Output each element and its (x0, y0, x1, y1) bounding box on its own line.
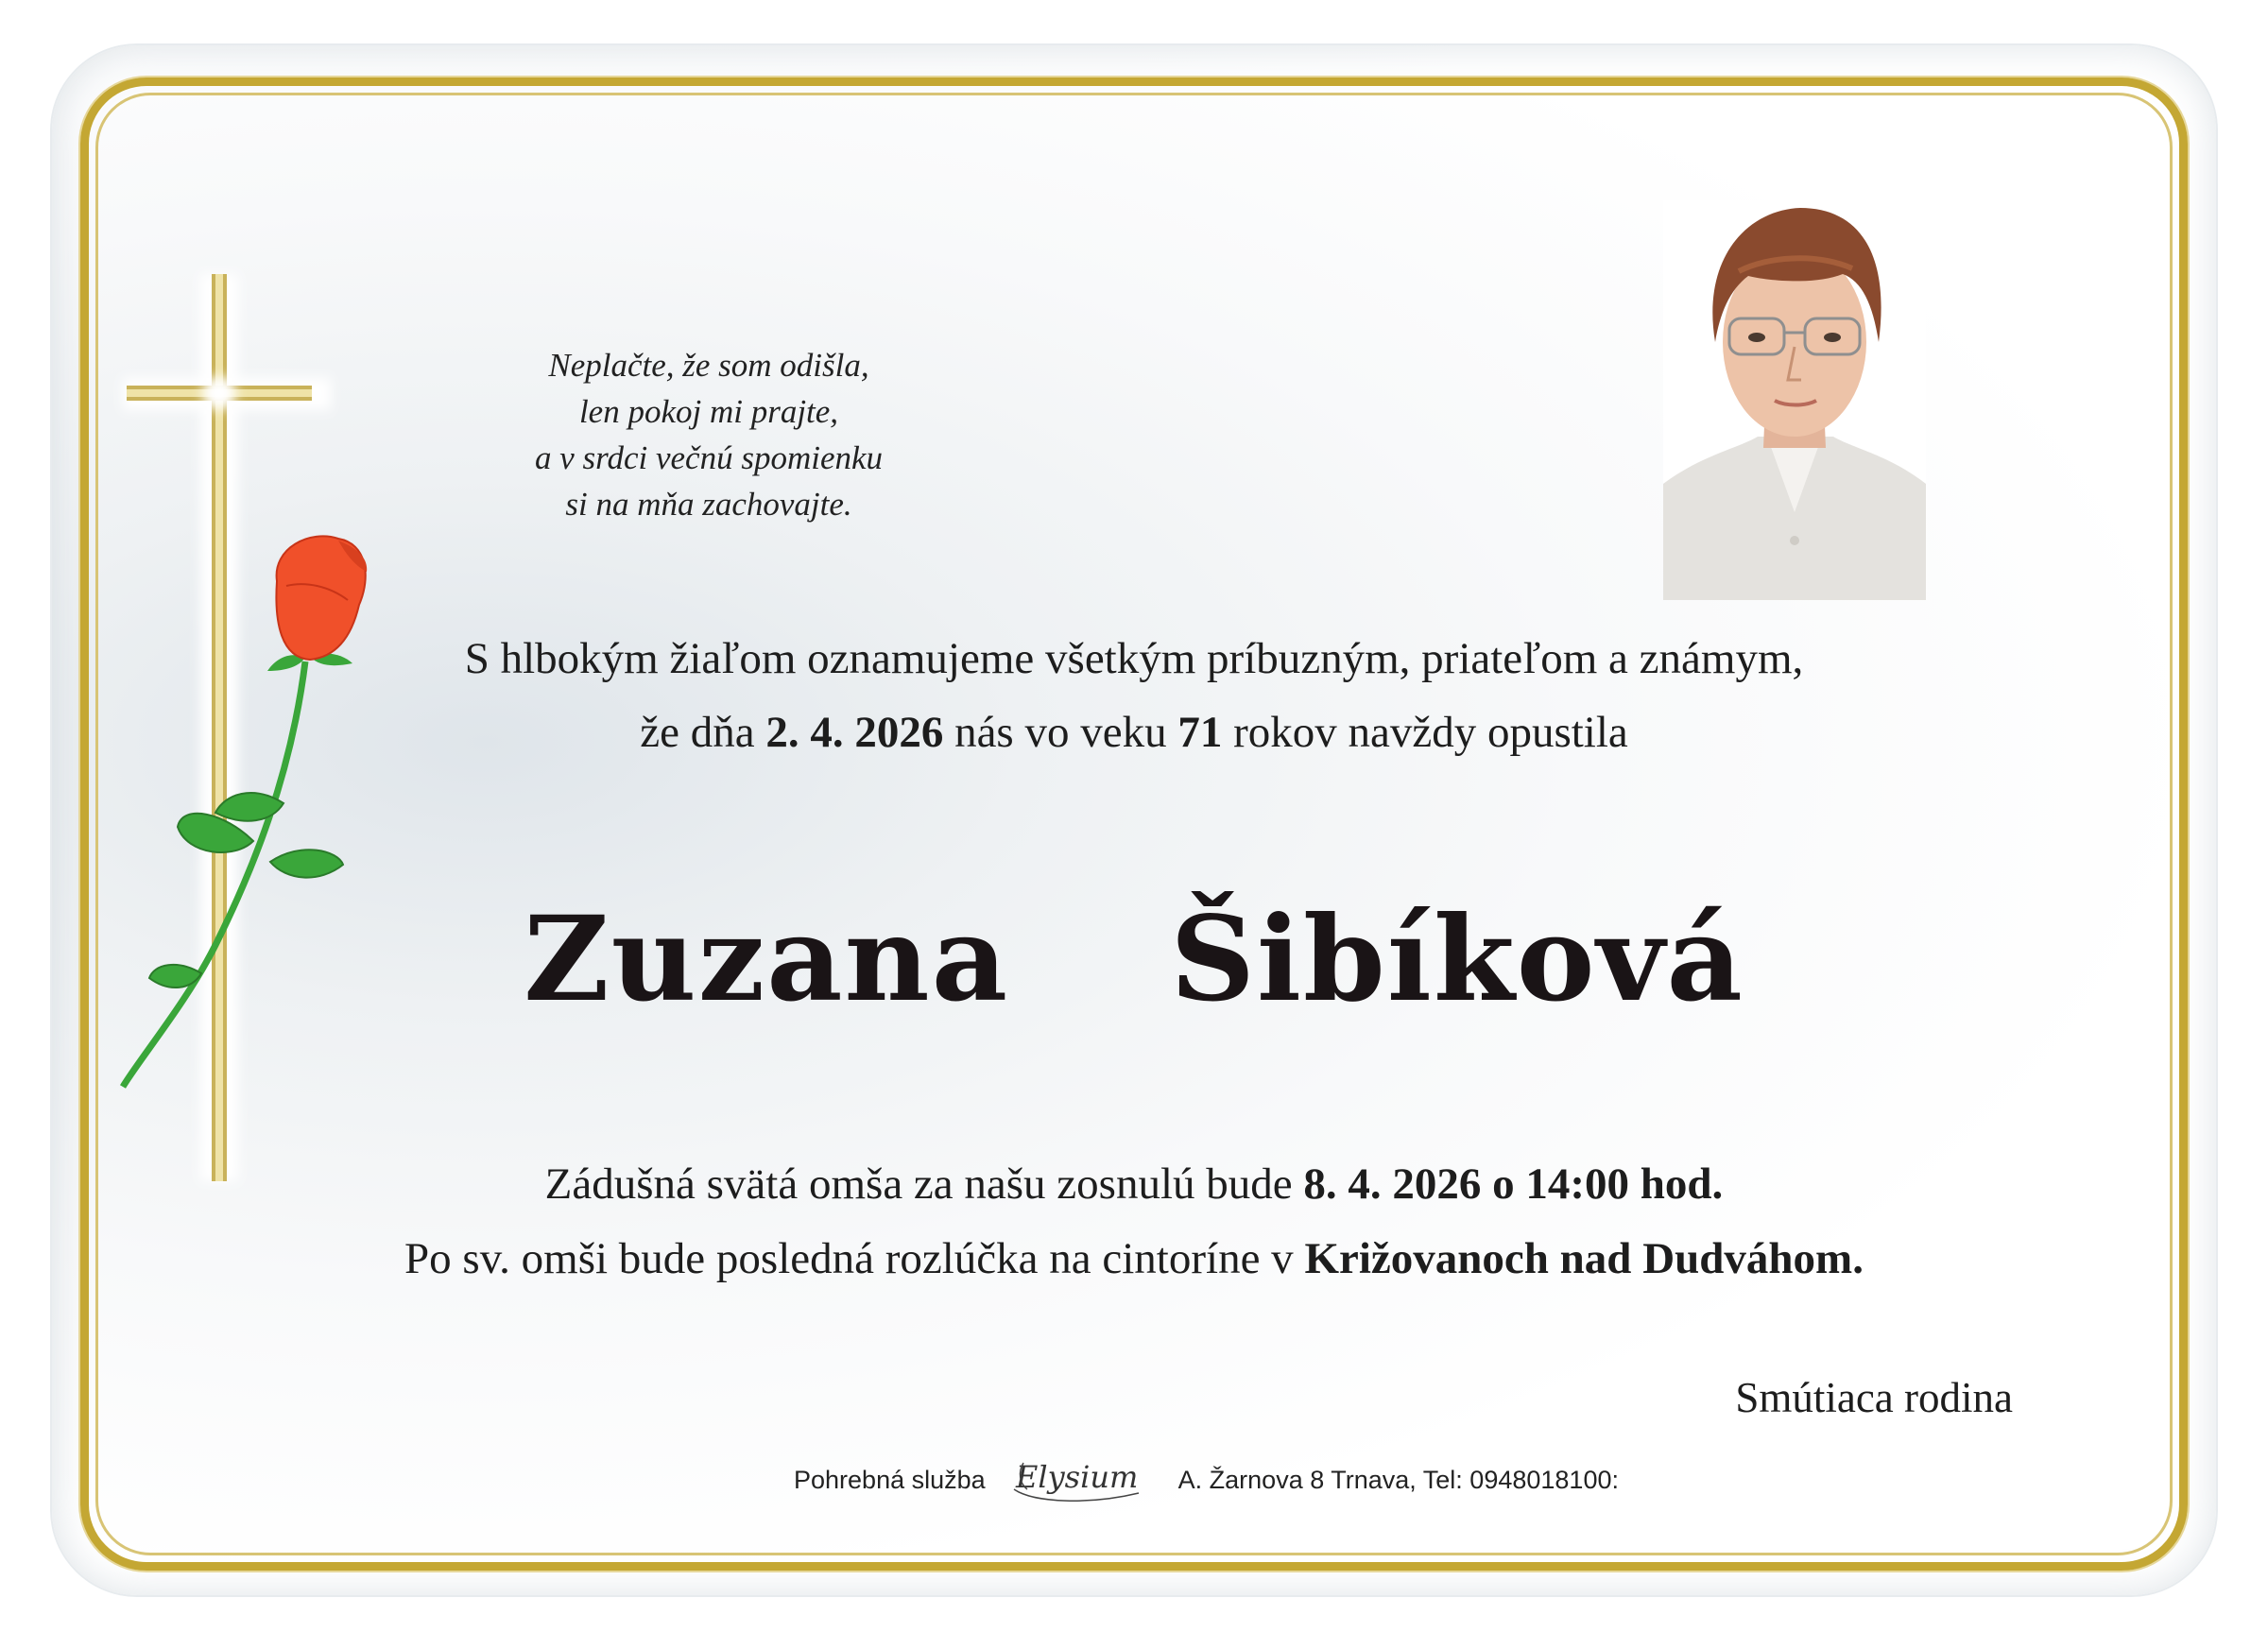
mass-datetime: 8. 4. 2026 o 14:00 hod. (1303, 1159, 1724, 1209)
family-signature: Smútiaca rodina (1735, 1374, 2013, 1421)
verse-line: len pokoj mi prajte, (578, 393, 839, 430)
age: 71 (1177, 708, 1223, 757)
farewell-info (284, 1233, 1984, 1284)
announcement-line: S hlbokým žiaľom oznamujeme všetkým príbuzným, priateľom a známym, (464, 634, 1804, 683)
service-label: Pohrebná služba (794, 1465, 986, 1494)
elysium-logo (1006, 1451, 1158, 1508)
date-of-death: 2. 4. 2026 (765, 708, 944, 757)
mass-info (284, 1159, 1984, 1210)
announcement-line-date (284, 707, 1984, 758)
deceased-name: Zuzana Šibíková (524, 891, 1744, 1028)
funeral-service-footer (794, 1451, 1619, 1508)
service-address: A. Žarnova 8 Trnava, Tel: 0948018100: (1177, 1465, 1619, 1494)
logo-text: Elysium (1015, 1459, 1138, 1495)
verse-line: Neplačte, že som odišla, (548, 347, 869, 384)
text-fragment: Zádušná svätá omša za našu zosnulú bude (544, 1159, 1304, 1209)
memorial-verse (463, 342, 954, 527)
portrait-photo (1663, 200, 1926, 600)
farewell-place: Križovanoch nad Dudváhom. (1304, 1234, 1864, 1283)
text-fragment: nás vo veku (943, 708, 1178, 757)
verse-line: si na mňa zachovajte. (565, 486, 852, 523)
text-fragment: rokov navždy opustila (1222, 708, 1628, 757)
text-fragment: že dňa (640, 708, 766, 757)
text-fragment: Po sv. omši bude posledná rozlúčka na cintoríne v (404, 1234, 1305, 1283)
verse-line: a v srdci večnú spomienku (534, 439, 884, 476)
